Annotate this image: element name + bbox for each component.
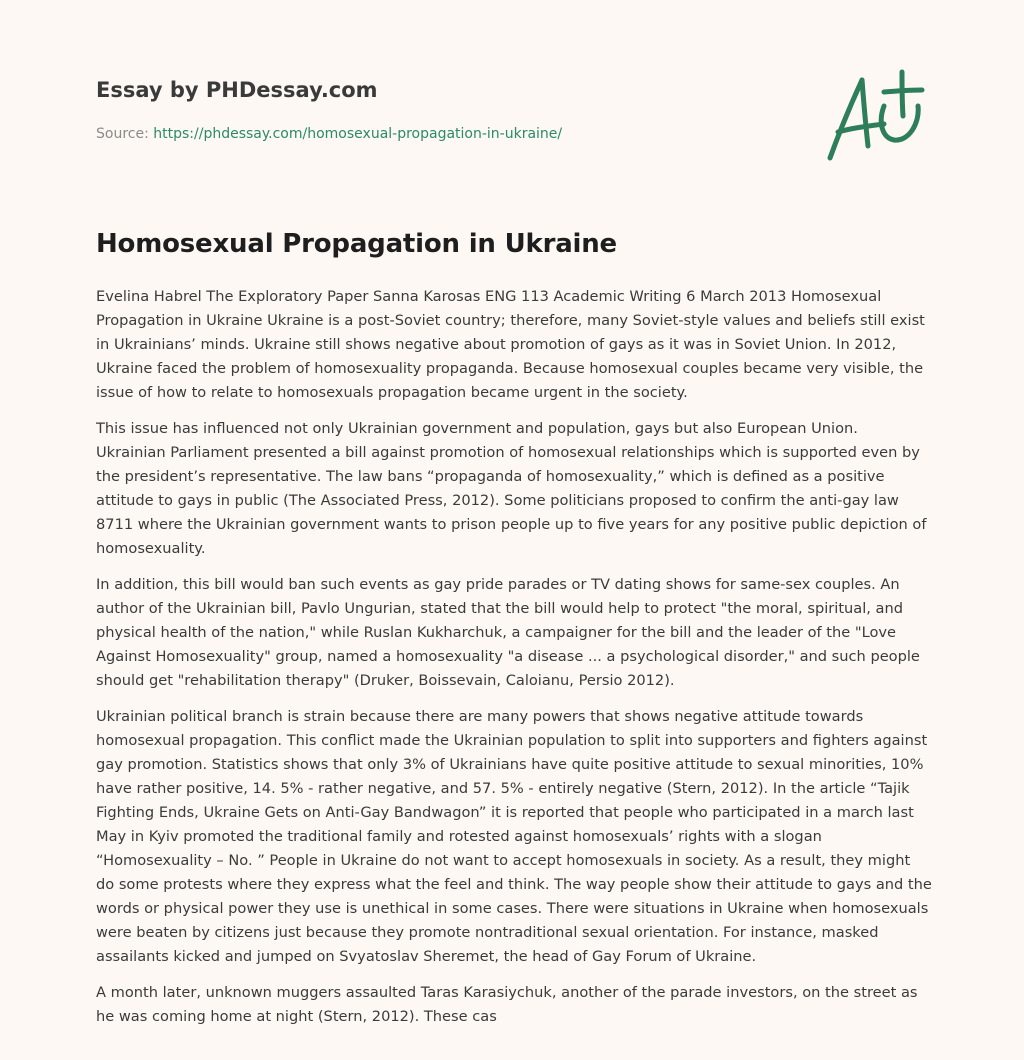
essay-paragraph: A month later, unknown muggers assaulted Taras Karasiychuk, another of the parade investors, on the street as he was coming home at night (Stern, 2012). These cas [96,984,918,1025]
source-link[interactable]: https://phdessay.com/homosexual-propagation-in-ukraine/ [153,126,563,142]
page-header [96,76,796,144]
essay-title: Homosexual Propagation in Ukraine [96,229,617,259]
a-plus-logo-icon [820,66,930,166]
essay-paragraph: Evelina Habrel The Exploratory Paper Sanna Karosas ENG 113 Academic Writing 6 March 2013 Homosexual Propagation in Ukraine Ukraine is a post-Soviet country; therefore, many Soviet-style values and beliefs still exist in Ukrainians’ minds. Ukraine still shows negative about promotion of gays as it was in Soviet Union. In 2012, Ukraine faced the problem of homosexuality propaganda. Because homosexual couples became very visible, the issue of how to relate to homosexuals propagation became urgent in the society. [96,288,925,401]
essay-body [96,285,932,1060]
essay-paragraph: Ukrainian political branch is strain because there are many powers that shows negative attitude towards homosexual propagation. This conflict made the Ukrainian population to split into supporters and fighters against gay promotion. Statistics shows that only 3% of Ukrainians have quite positive attitude to sexual minorities, 10% have rather positive, 14. 5% - rather negative, and 57. 5% - entirely negative (Stern, 2012). In the article “Tajik Fighting Ends, Ukraine Gets on Anti-Gay Bandwagon” it is reported that people who participated in a march last May in Kyiv promoted the traditional family and rotested against homosexuals’ rights with a slogan “Homosexuality – No. ” People in Ukraine do not want to accept homosexuals in society. As a result, they might do some protests where they express what the feel and think. The way people show their attitude to gays and the words or physical power they use is unethical in some cases. There were situations in Ukraine when homosexuals were beaten by citizens just because they promote nontraditional sexual orientation. For instance, masked assailants kicked and jumped on Svyatoslav Sheremet, the head of Gay Forum of Ukraine. [96,708,932,965]
essay-paragraph: In addition, this bill would ban such events as gay pride parades or TV dating shows for same-sex couples. An author of the Ukrainian bill, Pavlo Ungurian, stated that the bill would help to protect "the moral, spiritual, and physical health of the nation," while Ruslan Kukharchuk, a campaigner for the bill and the leader of the "Love Against Homosexuality" group, named a homosexuality "a disease ... a psychological disorder," and such people should get "rehabilitation therapy" (Druker, Boissevain, Caloianu, Persio 2012). [96,576,920,689]
source-label: Source: [96,126,149,142]
site-brand: Essay by PHDessay.com [96,78,378,102]
essay-paragraph: This issue has influenced not only Ukrainian government and population, gays but also European Union. Ukrainian Parliament presented a bill against promotion of homosexual relationships which is supported even by the president’s representative. The law bans “propaganda of homosexuality,” which is defined as a positive attitude to gays in public (The Associated Press, 2012). Some politicians proposed to confirm the anti-gay law 8711 where the Ukrainian government wants to prison people up to five years for any positive public depiction of homosexuality. [96,420,927,557]
source-line [96,124,796,144]
